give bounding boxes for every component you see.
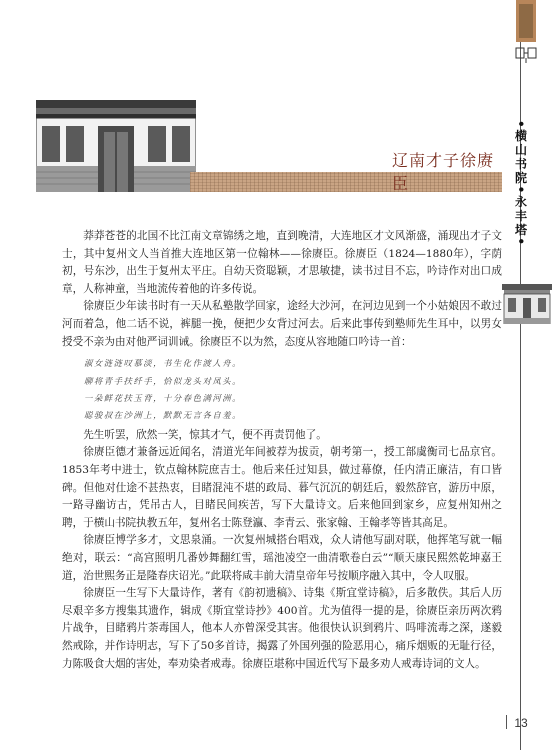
- poem-block: [62, 355, 502, 425]
- chinese-knot-icon: [513, 44, 539, 64]
- paragraph: 徐赓臣德才兼备远近闻名，清道光年间被荐为拔贡，朝考第一，授工部虞衡司七品京官。1853年考中进士，钦点翰林院庶吉士。他后来任过知县，做过幕僚，任内清正廉洁，有口皆碑。但他对仕途不甚热衷，目睹混沌不堪的政局、暮气沉沉的朝廷后，毅然辞官，游历中原，一路寻幽访古，凭吊古人，目睹民间疾苦，写下大量诗文。后来他回到家乡，应复州知州之聘，于横山书院执教五年，复州名士陈登瀛、李青云、张家翰、王翰孝等皆其高足。: [62, 446, 502, 529]
- paragraph: 莽莽苍苍的北国不比江南文章锦绣之地，直到晚清，大连地区才文风渐盛，涌现出才子文士，其中复州文人当首推大连地区第一位翰林——徐赓臣。徐赓臣（1824—1880年），字荫初，号东沙，出生于复州太平庄。自幼天资聪颖，才思敏捷，读书过目不忘，吟诗作对出口成章，人称神童，当地流传着他的许多传说。: [62, 230, 502, 295]
- paragraph: 徐赓臣少年读书时有一天从私塾散学回家，途经大沙河，在河边见到一个小姑娘因不敢过河而着急，他二话不说，裤腿一挽，便把少女背过河去。后来此事传到塾师先生耳中，以男女授受不亲为由对他严词训诫。徐赓臣不以为然，态度从容地随口吟诗一首：: [62, 300, 502, 348]
- section-label: [513, 120, 529, 260]
- paragraph: 徐赓臣博学多才，文思泉涌。一次复州城搭台唱戏，众人请他写副对联，他挥笔写就一幅绝对，联云：“高宫照明几番妙舞翻红雪，瑶池凌空一曲清歌卷白云”“顺天康民熙然乾坤嘉王道，治世熙务正是隆春庆诏光。”此联将咸丰前大清皇帝年号按顺序融入其中，令人叹服。: [62, 534, 502, 582]
- paragraph: 先生听罢，欣然一笑，惊其才气，便不再责罚他了。: [83, 428, 327, 441]
- poem-line: 一朵鲜花扶玉背，十分春色满河洲。: [84, 392, 242, 403]
- paragraph: 徐赓臣一生写下大量诗作，著有《韵初遗稿》、诗集《斯宜堂诗稿》，后多散佚。其后人历尽艰辛多方搜集其遗作，辑成《斯宜堂诗抄》400首。尤为值得一提的是，徐赓臣亲历两次鸦片战争，目睹鸦片荼毒国人，他本人亦曾深受其害。他很快认识到鸦片、吗啡流毒之深，遂毅然戒除，并作诗明志，写下了50多首诗，揭露了外国列强的险恶用心，痛斥烟贩的无耻行径，力陈吸食大烟的害处，奉劝染者戒毒。徐赓臣堪称中国近代写下最多劝人戒毒诗词的文人。: [62, 587, 502, 670]
- section-label-text: •横山书院•永丰塔•: [513, 120, 528, 248]
- page-number: 13: [514, 716, 528, 730]
- article-body: [62, 228, 502, 673]
- margin-rule: [520, 0, 521, 750]
- poem-line: 淑女涟涟叹慕淡，书生化作渡人舟。: [84, 358, 242, 369]
- poem-line: 聊将青手扶纤手，恰似龙头对凤头。: [84, 375, 242, 386]
- top-tab-decoration: [516, 0, 536, 42]
- side-house-illustration: [502, 284, 552, 324]
- traditional-house-illustration: [36, 100, 196, 192]
- page-title: 辽南才子徐赓臣: [392, 151, 495, 193]
- poem-line: 聪骏叔在沙洲上，默默无言各自羞。: [84, 410, 242, 421]
